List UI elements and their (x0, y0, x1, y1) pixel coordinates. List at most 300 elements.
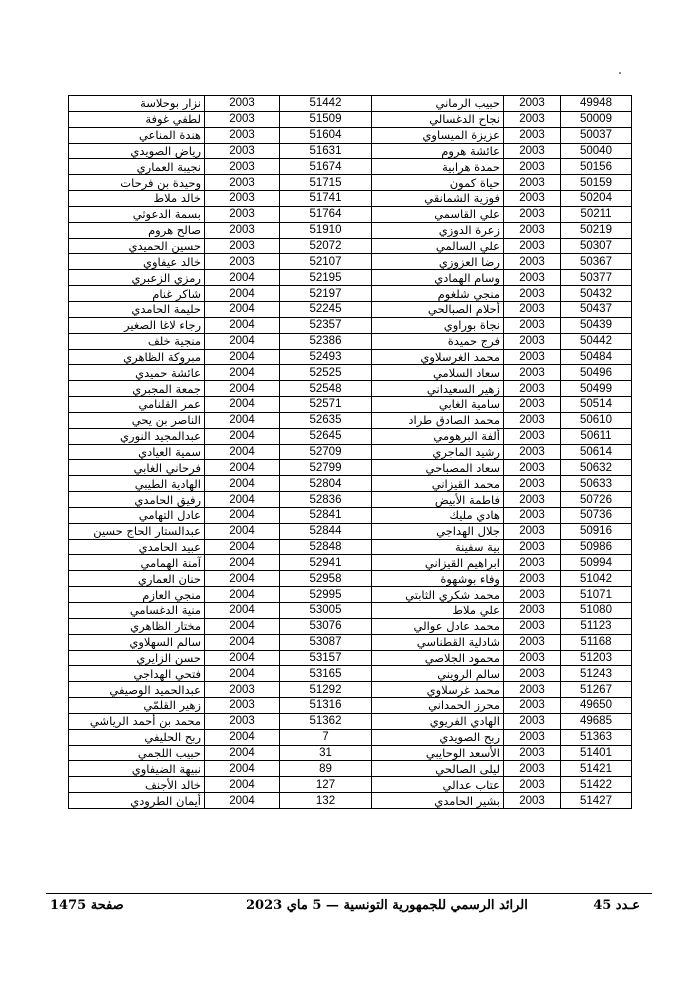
left-id-cell: 52245 (280, 301, 372, 317)
right-id-cell: 49948 (561, 96, 632, 112)
table-row (69, 333, 632, 349)
right-year-cell: 2003 (504, 777, 561, 793)
table-row (69, 761, 632, 777)
right-year-cell: 2003 (504, 206, 561, 222)
left-name-cell: حسين الحميدي (69, 238, 205, 254)
right-year-cell: 2003 (504, 301, 561, 317)
left-name-cell: حبيب اللجمي (69, 745, 205, 761)
right-id-cell: 51243 (561, 666, 632, 682)
left-name-cell: نبيهة الضيفاوي (69, 761, 205, 777)
left-id-cell: 52493 (280, 349, 372, 365)
left-year-cell: 2004 (205, 333, 280, 349)
right-year-cell: 2003 (504, 523, 561, 539)
left-name-cell: رجاء لاغا الصغير (69, 317, 205, 333)
right-name-cell: حياة كمون (372, 175, 504, 191)
right-year-cell: 2003 (504, 555, 561, 571)
left-year-cell: 2004 (205, 587, 280, 603)
left-name-cell: خالد عيفاوي (69, 254, 205, 270)
right-id-cell: 50439 (561, 317, 632, 333)
left-year-cell: 2004 (205, 650, 280, 666)
right-name-cell: سعاد المصباحي (372, 460, 504, 476)
table-row (69, 286, 632, 302)
table-row (69, 777, 632, 793)
right-name-cell: وفاء بوشهوة (372, 571, 504, 587)
right-year-cell: 2003 (504, 333, 561, 349)
table-row (69, 682, 632, 698)
right-name-cell: زهير السعيداني (372, 381, 504, 397)
left-year-cell: 2004 (205, 428, 280, 444)
right-name-cell: شادلية القطناسي (372, 634, 504, 650)
right-id-cell: 50994 (561, 555, 632, 571)
right-name-cell: محمد غرسلاوي (372, 682, 504, 698)
right-year-cell: 2003 (504, 745, 561, 761)
right-id-cell: 50633 (561, 476, 632, 492)
right-id-cell: 50156 (561, 159, 632, 175)
left-id-cell: 52941 (280, 555, 372, 571)
left-name-cell: الناصر بن يحي (69, 412, 205, 428)
left-name-cell: آمنة الهمامي (69, 555, 205, 571)
right-id-cell: 51401 (561, 745, 632, 761)
right-id-cell: 49650 (561, 698, 632, 714)
table-row (69, 729, 632, 745)
table-row (69, 745, 632, 761)
left-year-cell: 2003 (205, 96, 280, 112)
left-year-cell: 2004 (205, 460, 280, 476)
right-year-cell: 2003 (504, 191, 561, 207)
left-year-cell: 2004 (205, 523, 280, 539)
right-id-cell: 50514 (561, 397, 632, 413)
left-year-cell: 2004 (205, 634, 280, 650)
right-id-cell: 51080 (561, 603, 632, 619)
left-year-cell: 2003 (205, 111, 280, 127)
right-name-cell: وسام الهمادي (372, 270, 504, 286)
right-year-cell: 2003 (504, 286, 561, 302)
right-year-cell: 2003 (504, 460, 561, 476)
right-year-cell: 2003 (504, 634, 561, 650)
left-id-cell: 52995 (280, 587, 372, 603)
table-row (69, 571, 632, 587)
left-name-cell: عادل التهامي (69, 507, 205, 523)
right-year-cell: 2003 (504, 111, 561, 127)
right-id-cell: 50377 (561, 270, 632, 286)
left-name-cell: شاكر غنام (69, 286, 205, 302)
table-row (69, 159, 632, 175)
right-year-cell: 2003 (504, 444, 561, 460)
right-id-cell: 50037 (561, 127, 632, 143)
right-year-cell: 2003 (504, 571, 561, 587)
left-year-cell: 2004 (205, 397, 280, 413)
right-year-cell: 2003 (504, 397, 561, 413)
left-year-cell: 2004 (205, 492, 280, 508)
left-name-cell: منجية خلف (69, 333, 205, 349)
right-id-cell: 50986 (561, 539, 632, 555)
right-year-cell: 2003 (504, 254, 561, 270)
left-id-cell: 53005 (280, 603, 372, 619)
left-name-cell: محمد بن أحمد الرياشي (69, 713, 205, 729)
right-name-cell: الهادي الفريوي (372, 713, 504, 729)
right-year-cell: 2003 (504, 682, 561, 698)
left-year-cell: 2004 (205, 365, 280, 381)
table-row (69, 713, 632, 729)
left-id-cell: 53157 (280, 650, 372, 666)
left-id-cell: 52072 (280, 238, 372, 254)
right-name-cell: محمد الغرسلاوي (372, 349, 504, 365)
right-id-cell: 50916 (561, 523, 632, 539)
right-name-cell: بية سفينة (372, 539, 504, 555)
left-year-cell: 2003 (205, 698, 280, 714)
left-name-cell: منية الدغسامي (69, 603, 205, 619)
left-name-cell: رمزي الزعبري (69, 270, 205, 286)
right-year-cell: 2003 (504, 729, 561, 745)
left-year-cell: 2003 (205, 127, 280, 143)
right-year-cell: 2003 (504, 381, 561, 397)
left-name-cell: هندة المناعي (69, 127, 205, 143)
table-row (69, 270, 632, 286)
left-id-cell: 52571 (280, 397, 372, 413)
left-id-cell: 52107 (280, 254, 372, 270)
table-row (69, 381, 632, 397)
left-id-cell: 52799 (280, 460, 372, 476)
left-id-cell: 52525 (280, 365, 372, 381)
table-row (69, 444, 632, 460)
left-id-cell: 52841 (280, 507, 372, 523)
right-id-cell: 51123 (561, 618, 632, 634)
right-name-cell: محمد القيزاني (372, 476, 504, 492)
right-name-cell: بشير الحامدي (372, 793, 504, 809)
left-name-cell: مختار الظاهري (69, 618, 205, 634)
right-year-cell: 2003 (504, 761, 561, 777)
issue-number: عـدد 45 (593, 898, 640, 913)
right-name-cell: ليلى الصالحي (372, 761, 504, 777)
table-row (69, 111, 632, 127)
footer-divider (46, 893, 652, 894)
left-name-cell: عبدالمجيد النوري (69, 428, 205, 444)
right-year-cell: 2003 (504, 159, 561, 175)
right-name-cell: رضا العزوزي (372, 254, 504, 270)
table-row (69, 634, 632, 650)
table-row (69, 96, 632, 112)
right-name-cell: محمد شكري الثابتي (372, 587, 504, 603)
left-id-cell: 51362 (280, 713, 372, 729)
right-year-cell: 2003 (504, 713, 561, 729)
left-id-cell: 51715 (280, 175, 372, 191)
right-id-cell: 51168 (561, 634, 632, 650)
right-name-cell: أحلام الصبالحي (372, 301, 504, 317)
left-year-cell: 2004 (205, 729, 280, 745)
table-row (69, 555, 632, 571)
left-id-cell: 52357 (280, 317, 372, 333)
left-id-cell: 52709 (280, 444, 372, 460)
left-name-cell: عمر القلنامي (69, 397, 205, 413)
right-name-cell: علي ملاط (372, 603, 504, 619)
left-name-cell: مبروكة الظاهري (69, 349, 205, 365)
right-name-cell: عتاب عدالي (372, 777, 504, 793)
right-id-cell: 50437 (561, 301, 632, 317)
left-year-cell: 2004 (205, 745, 280, 761)
left-id-cell: 127 (280, 777, 372, 793)
left-id-cell: 132 (280, 793, 372, 809)
left-year-cell: 2004 (205, 301, 280, 317)
right-name-cell: سالم الرويني (372, 666, 504, 682)
right-id-cell: 51421 (561, 761, 632, 777)
table-row (69, 222, 632, 238)
right-year-cell: 2003 (504, 175, 561, 191)
left-year-cell: 2004 (205, 777, 280, 793)
left-id-cell: 51910 (280, 222, 372, 238)
right-name-cell: منجي شلغوم (372, 286, 504, 302)
right-id-cell: 50736 (561, 507, 632, 523)
right-id-cell: 51203 (561, 650, 632, 666)
right-year-cell: 2003 (504, 587, 561, 603)
registry-table (68, 95, 632, 809)
right-year-cell: 2003 (504, 96, 561, 112)
left-year-cell: 2004 (205, 286, 280, 302)
right-year-cell: 2003 (504, 476, 561, 492)
left-name-cell: رياض الصويدي (69, 143, 205, 159)
right-id-cell: 50307 (561, 238, 632, 254)
left-name-cell: وحيدة بن فرحات (69, 175, 205, 191)
table-row (69, 539, 632, 555)
left-name-cell: نزار بوحلاسة (69, 96, 205, 112)
page-number: صفحة 1475 (50, 898, 124, 913)
left-id-cell: 52197 (280, 286, 372, 302)
right-id-cell: 50219 (561, 222, 632, 238)
left-year-cell: 2004 (205, 618, 280, 634)
right-year-cell: 2003 (504, 618, 561, 634)
left-id-cell: 51316 (280, 698, 372, 714)
right-id-cell: 50614 (561, 444, 632, 460)
right-id-cell: 50632 (561, 460, 632, 476)
left-name-cell: فرحاني الغابي (69, 460, 205, 476)
left-id-cell: 52645 (280, 428, 372, 444)
left-year-cell: 2003 (205, 159, 280, 175)
table-row (69, 143, 632, 159)
left-name-cell: بسمة الدعوثي (69, 206, 205, 222)
left-id-cell: 53076 (280, 618, 372, 634)
left-name-cell: جمعة المجبري (69, 381, 205, 397)
right-year-cell: 2003 (504, 143, 561, 159)
left-year-cell: 2004 (205, 761, 280, 777)
right-id-cell: 50499 (561, 381, 632, 397)
left-year-cell: 2004 (205, 381, 280, 397)
table-row (69, 175, 632, 191)
left-year-cell: 2003 (205, 222, 280, 238)
table-row (69, 127, 632, 143)
right-id-cell: 50610 (561, 412, 632, 428)
left-name-cell: صالح هروم (69, 222, 205, 238)
left-year-cell: 2004 (205, 603, 280, 619)
left-name-cell: عبيد الحامدي (69, 539, 205, 555)
right-name-cell: محمود الجلاصي (372, 650, 504, 666)
left-year-cell: 2004 (205, 317, 280, 333)
table-row (69, 365, 632, 381)
right-name-cell: عائشة هروم (372, 143, 504, 159)
right-name-cell: الأسعد الوحايبي (372, 745, 504, 761)
right-name-cell: فوزية الشمانقي (372, 191, 504, 207)
right-name-cell: سامية الغابي (372, 397, 504, 413)
left-id-cell: 52386 (280, 333, 372, 349)
right-year-cell: 2003 (504, 365, 561, 381)
right-id-cell: 50009 (561, 111, 632, 127)
left-name-cell: عبدالحميد الوصيفي (69, 682, 205, 698)
right-name-cell: حبيب الرماني (372, 96, 504, 112)
left-name-cell: سمية العيادي (69, 444, 205, 460)
left-name-cell: عبدالستار الحاج حسين (69, 523, 205, 539)
right-name-cell: ابراهيم القيزاني (372, 555, 504, 571)
registry-table-body (69, 96, 632, 809)
right-name-cell: علي القاسمي (372, 206, 504, 222)
table-row (69, 397, 632, 413)
left-id-cell: 53087 (280, 634, 372, 650)
left-year-cell: 2004 (205, 507, 280, 523)
left-name-cell: خالد الأجنف (69, 777, 205, 793)
table-row (69, 428, 632, 444)
left-name-cell: رفيق الحامدي (69, 492, 205, 508)
left-year-cell: 2004 (205, 444, 280, 460)
right-year-cell: 2003 (504, 666, 561, 682)
table-row (69, 507, 632, 523)
left-name-cell: سالم السهلاوي (69, 634, 205, 650)
right-id-cell: 50726 (561, 492, 632, 508)
left-year-cell: 2003 (205, 238, 280, 254)
right-year-cell: 2003 (504, 698, 561, 714)
right-year-cell: 2003 (504, 349, 561, 365)
right-year-cell: 2003 (504, 603, 561, 619)
table-row (69, 603, 632, 619)
right-year-cell: 2003 (504, 428, 561, 444)
table-row (69, 254, 632, 270)
table-row (69, 698, 632, 714)
right-name-cell: فرج حميدة (372, 333, 504, 349)
right-name-cell: حمدة هرابية (372, 159, 504, 175)
left-id-cell: 52836 (280, 492, 372, 508)
left-id-cell: 52548 (280, 381, 372, 397)
left-id-cell: 52804 (280, 476, 372, 492)
left-name-cell: عائشة حميدي (69, 365, 205, 381)
right-id-cell: 49685 (561, 713, 632, 729)
left-year-cell: 2003 (205, 254, 280, 270)
table-row (69, 317, 632, 333)
speck-mark (619, 72, 621, 74)
left-year-cell: 2004 (205, 412, 280, 428)
left-name-cell: لطفي غوفة (69, 111, 205, 127)
table-row (69, 301, 632, 317)
left-name-cell: الهادية الطيبي (69, 476, 205, 492)
left-name-cell: نجيبة العماري (69, 159, 205, 175)
right-name-cell: عزيزة الميساوي (372, 127, 504, 143)
left-id-cell: 51509 (280, 111, 372, 127)
table-row (69, 349, 632, 365)
left-name-cell: فتحي الهداجي (69, 666, 205, 682)
left-id-cell: 52635 (280, 412, 372, 428)
left-id-cell: 31 (280, 745, 372, 761)
left-id-cell: 52195 (280, 270, 372, 286)
left-id-cell: 53165 (280, 666, 372, 682)
left-name-cell: حليمة الحامدي (69, 301, 205, 317)
table-row (69, 618, 632, 634)
right-id-cell: 51363 (561, 729, 632, 745)
left-year-cell: 2003 (205, 143, 280, 159)
left-id-cell: 52848 (280, 539, 372, 555)
right-id-cell: 50611 (561, 428, 632, 444)
table-row (69, 191, 632, 207)
right-year-cell: 2003 (504, 270, 561, 286)
journal-title: الرائد الرسمي للجمهورية التونسية — 5 ماي 2023 (246, 898, 528, 913)
right-id-cell: 50442 (561, 333, 632, 349)
right-id-cell: 50484 (561, 349, 632, 365)
left-id-cell: 52958 (280, 571, 372, 587)
right-id-cell: 50159 (561, 175, 632, 191)
table-row (69, 460, 632, 476)
right-year-cell: 2003 (504, 539, 561, 555)
left-year-cell: 2003 (205, 206, 280, 222)
left-id-cell: 51442 (280, 96, 372, 112)
left-id-cell: 89 (280, 761, 372, 777)
right-name-cell: علي السالمي (372, 238, 504, 254)
right-name-cell: محرز الحمداني (372, 698, 504, 714)
left-id-cell: 51764 (280, 206, 372, 222)
left-id-cell: 51631 (280, 143, 372, 159)
left-name-cell: خالد ملاط (69, 191, 205, 207)
left-year-cell: 2003 (205, 175, 280, 191)
left-year-cell: 2004 (205, 666, 280, 682)
left-year-cell: 2004 (205, 349, 280, 365)
right-id-cell: 50040 (561, 143, 632, 159)
table-row (69, 238, 632, 254)
left-id-cell: 7 (280, 729, 372, 745)
table-row (69, 206, 632, 222)
right-name-cell: سعاد السلامي (372, 365, 504, 381)
left-id-cell: 52844 (280, 523, 372, 539)
left-year-cell: 2004 (205, 793, 280, 809)
left-name-cell: حسن الزايري (69, 650, 205, 666)
left-year-cell: 2003 (205, 682, 280, 698)
table-row (69, 523, 632, 539)
right-name-cell: جلال الهداجي (372, 523, 504, 539)
right-year-cell: 2003 (504, 238, 561, 254)
left-year-cell: 2004 (205, 555, 280, 571)
right-name-cell: نجاح الدغسالي (372, 111, 504, 127)
right-id-cell: 51422 (561, 777, 632, 793)
right-year-cell: 2003 (504, 317, 561, 333)
left-name-cell: حنان العماري (69, 571, 205, 587)
left-year-cell: 2004 (205, 476, 280, 492)
right-id-cell: 51267 (561, 682, 632, 698)
right-id-cell: 50211 (561, 206, 632, 222)
right-name-cell: فاطمة الأبيض (372, 492, 504, 508)
left-id-cell: 51604 (280, 127, 372, 143)
right-year-cell: 2003 (504, 222, 561, 238)
table-row (69, 412, 632, 428)
left-year-cell: 2004 (205, 539, 280, 555)
right-id-cell: 50367 (561, 254, 632, 270)
table-row (69, 476, 632, 492)
right-year-cell: 2003 (504, 793, 561, 809)
left-year-cell: 2003 (205, 713, 280, 729)
left-id-cell: 51741 (280, 191, 372, 207)
right-year-cell: 2003 (504, 507, 561, 523)
table-row (69, 492, 632, 508)
left-name-cell: أيمان الطرودي (69, 793, 205, 809)
table-row (69, 587, 632, 603)
left-year-cell: 2003 (205, 191, 280, 207)
left-year-cell: 2004 (205, 270, 280, 286)
right-id-cell: 50204 (561, 191, 632, 207)
right-year-cell: 2003 (504, 127, 561, 143)
right-name-cell: محمد الصادق طراد (372, 412, 504, 428)
left-name-cell: منجي العازم (69, 587, 205, 603)
right-name-cell: ربح الصويدي (372, 729, 504, 745)
